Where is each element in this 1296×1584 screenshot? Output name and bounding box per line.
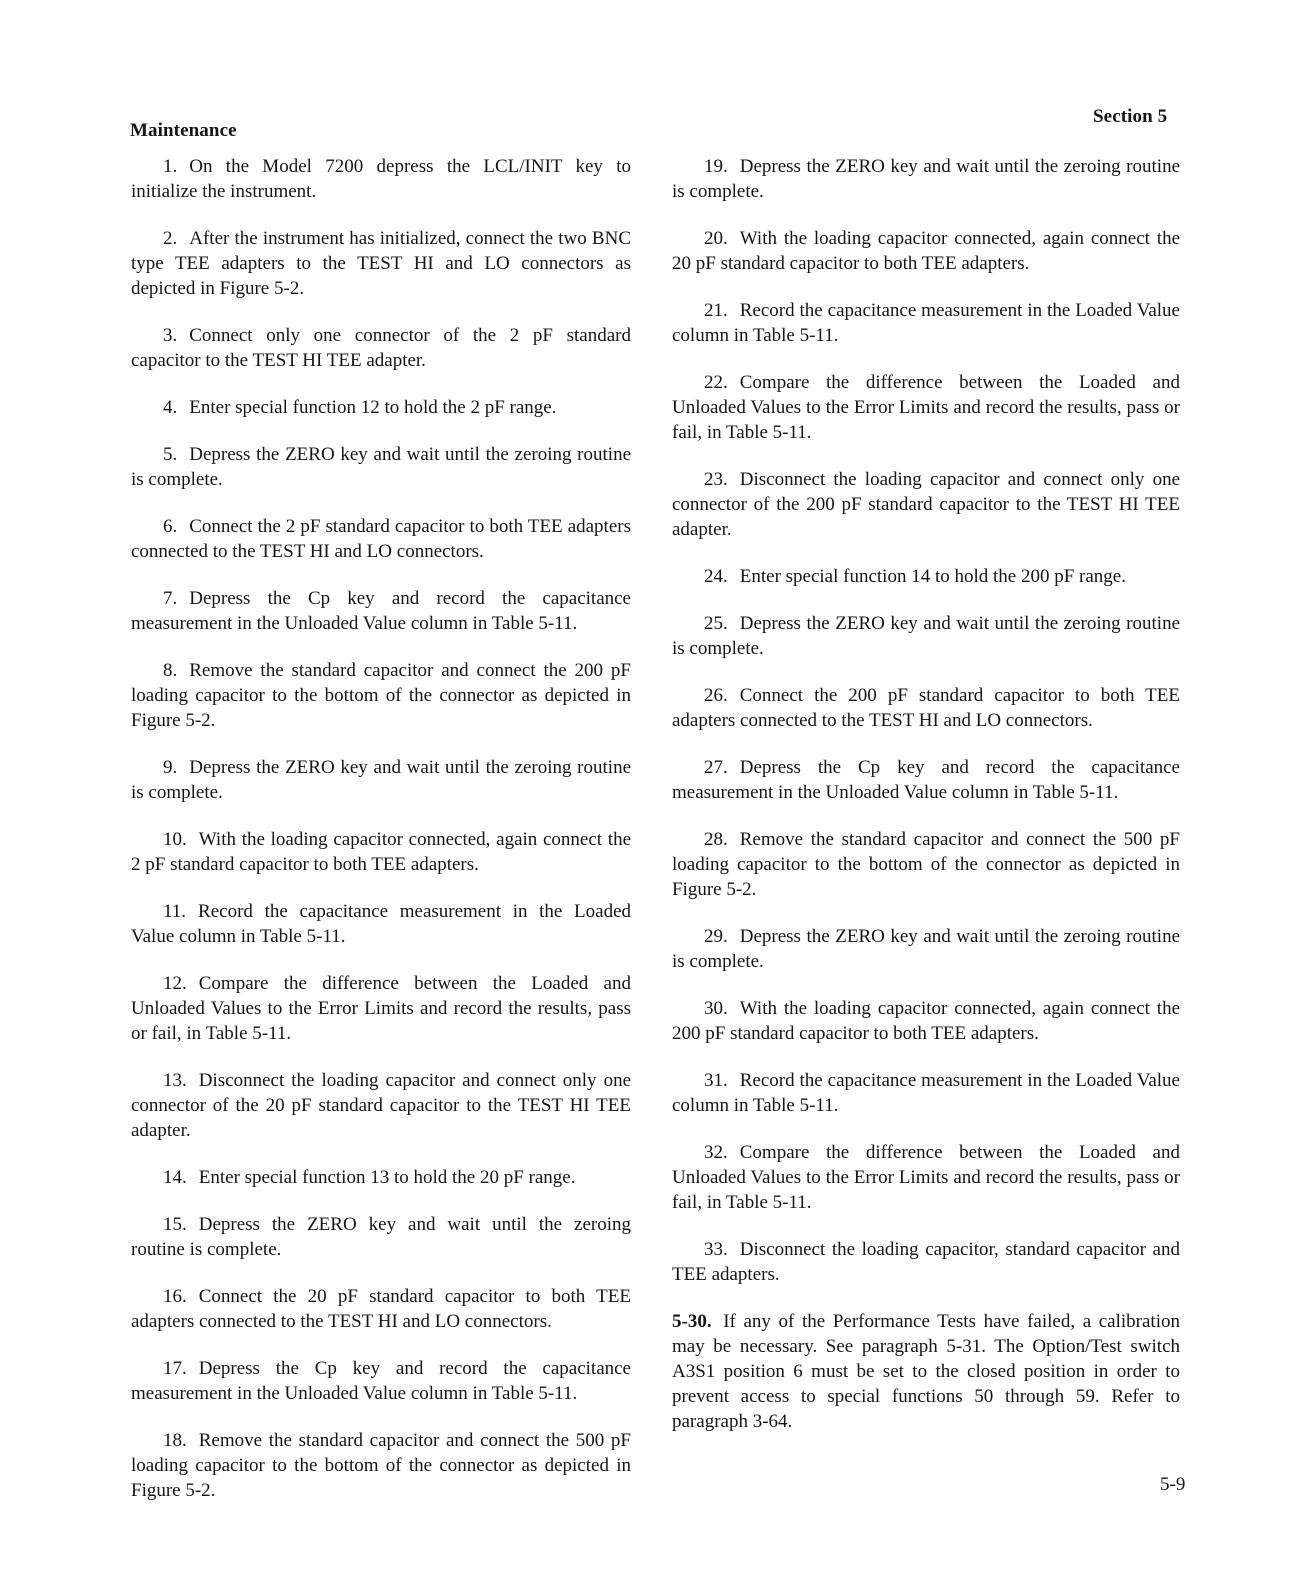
- step-number: 29.: [704, 926, 728, 947]
- step-number: 3.: [163, 325, 178, 346]
- left-column: [131, 154, 631, 1525]
- step-text: Record the capacitance measurement in the Loaded Value column in Table 5-11.: [672, 300, 1180, 346]
- procedure-step: [131, 323, 631, 373]
- procedure-step: [131, 971, 631, 1046]
- procedure-step: [131, 154, 631, 204]
- paragraph-number: 5-30.: [672, 1311, 712, 1332]
- procedure-step: [672, 924, 1180, 974]
- procedure-step: [672, 996, 1180, 1046]
- step-text: Compare the difference between the Loaded and Unloaded Values to the Error Limits and record the results, pass or fail, in Table 5-11.: [131, 973, 631, 1044]
- procedure-step: [672, 827, 1180, 902]
- right-column: [672, 154, 1180, 1434]
- step-text: On the Model 7200 depress the LCL/INIT key to initialize the instrument.: [131, 156, 631, 202]
- step-text: After the instrument has initialized, connect the two BNC type TEE adapters to the TEST HI and LO connectors as depicted in Figure 5-2.: [131, 228, 631, 299]
- procedure-step: [131, 1284, 631, 1334]
- step-number: 33.: [704, 1239, 728, 1260]
- step-number: 7.: [163, 588, 178, 609]
- step-text: With the loading capacitor connected, again connect the 20 pF standard capacitor to both TEE adapters.: [672, 228, 1180, 274]
- procedure-step: [131, 1068, 631, 1143]
- procedure-step: [131, 442, 631, 492]
- step-text: Compare the difference between the Loaded and Unloaded Values to the Error Limits and record the results, pass or fail, in Table 5-11.: [672, 1142, 1180, 1213]
- procedure-step: [672, 370, 1180, 445]
- procedure-step: [672, 1237, 1180, 1287]
- header-section-label: Section 5: [1093, 106, 1168, 127]
- procedure-step: [672, 564, 1180, 589]
- step-number: 6.: [163, 516, 178, 537]
- step-text: Remove the standard capacitor and connect the 500 pF loading capacitor to the bottom of the connector as depicted in Figure 5-2.: [131, 1430, 631, 1501]
- step-text: Connect the 200 pF standard capacitor to both TEE adapters connected to the TEST HI and LO connectors.: [672, 685, 1180, 731]
- procedure-step: [131, 514, 631, 564]
- step-number: 27.: [704, 757, 728, 778]
- step-text: Remove the standard capacitor and connect the 500 pF loading capacitor to the bottom of the connector as depicted in Figure 5-2.: [672, 829, 1180, 900]
- procedure-step: [672, 611, 1180, 661]
- step-number: 10.: [163, 829, 187, 850]
- paragraph-text: If any of the Performance Tests have failed, a calibration may be necessary. See paragraph 5-31. The Option/Test switch A3S1 position 6 must be set to the closed position in order to prevent access to special functions 50 through 59. Refer to paragraph 3-64.: [672, 1311, 1180, 1432]
- procedure-step: [131, 899, 631, 949]
- procedure-step: [131, 658, 631, 733]
- step-text: Enter special function 14 to hold the 200 pF range.: [739, 566, 1126, 587]
- step-number: 11.: [163, 901, 187, 922]
- step-number: 14.: [163, 1167, 187, 1188]
- step-text: Depress the ZERO key and wait until the zeroing routine is complete.: [131, 1214, 631, 1260]
- step-number: 18.: [163, 1430, 187, 1451]
- step-number: 2.: [163, 228, 178, 249]
- procedure-step: [131, 1356, 631, 1406]
- step-text: Compare the difference between the Loaded and Unloaded Values to the Error Limits and record the results, pass or fail, in Table 5-11.: [672, 372, 1180, 443]
- step-text: Depress the ZERO key and wait until the zeroing routine is complete.: [672, 926, 1180, 972]
- procedure-step: [672, 755, 1180, 805]
- step-text: Connect only one connector of the 2 pF standard capacitor to the TEST HI TEE adapter.: [131, 325, 631, 371]
- procedure-step: [131, 395, 631, 420]
- step-number: 26.: [704, 685, 728, 706]
- step-number: 19.: [704, 156, 728, 177]
- step-number: 22.: [704, 372, 728, 393]
- procedure-step: [131, 755, 631, 805]
- step-text: Disconnect the loading capacitor and connect only one connector of the 20 pF standard capacitor to the TEST HI TEE adapter.: [131, 1070, 631, 1141]
- step-number: 13.: [163, 1070, 187, 1091]
- step-text: With the loading capacitor connected, again connect the 200 pF standard capacitor to both TEE adapters.: [672, 998, 1180, 1044]
- step-number: 16.: [163, 1286, 187, 1307]
- step-number: 25.: [704, 613, 728, 634]
- step-text: Disconnect the loading capacitor, standard capacitor and TEE adapters.: [672, 1239, 1180, 1285]
- page-number: 5-9: [1160, 1474, 1186, 1495]
- step-text: Depress the ZERO key and wait until the zeroing routine is complete.: [131, 444, 631, 490]
- step-text: Depress the Cp key and record the capacitance measurement in the Unloaded Value column in Table 5-11.: [131, 588, 631, 634]
- step-number: 28.: [704, 829, 728, 850]
- paragraph-5-30: [672, 1309, 1180, 1434]
- procedure-step: [672, 683, 1180, 733]
- procedure-step: [131, 1165, 631, 1190]
- step-number: 1.: [163, 156, 178, 177]
- step-text: Disconnect the loading capacitor and connect only one connector of the 200 pF standard capacitor to the TEST HI TEE adapter.: [672, 469, 1180, 540]
- step-number: 24.: [704, 566, 728, 587]
- step-number: 5.: [163, 444, 178, 465]
- step-number: 23.: [704, 469, 728, 490]
- step-text: Enter special function 13 to hold the 20 pF range.: [198, 1167, 576, 1188]
- procedure-step: [131, 1212, 631, 1262]
- procedure-step: [672, 1068, 1180, 1118]
- step-number: 30.: [704, 998, 728, 1019]
- step-text: Depress the ZERO key and wait until the zeroing routine is complete.: [131, 757, 631, 803]
- procedure-step: [672, 298, 1180, 348]
- step-text: Record the capacitance measurement in the Loaded Value column in Table 5-11.: [672, 1070, 1180, 1116]
- step-text: Record the capacitance measurement in the Loaded Value column in Table 5-11.: [131, 901, 631, 947]
- step-number: 31.: [704, 1070, 728, 1091]
- step-number: 15.: [163, 1214, 187, 1235]
- step-number: 20.: [704, 228, 728, 249]
- step-text: Depress the ZERO key and wait until the zeroing routine is complete.: [672, 156, 1180, 202]
- step-number: 9.: [163, 757, 178, 778]
- procedure-step: [131, 226, 631, 301]
- header-left-title: Maintenance: [130, 120, 237, 141]
- step-number: 17.: [163, 1358, 187, 1379]
- procedure-step: [672, 1140, 1180, 1215]
- step-text: Depress the Cp key and record the capacitance measurement in the Unloaded Value column in Table 5-11.: [672, 757, 1180, 803]
- step-text: Connect the 20 pF standard capacitor to both TEE adapters connected to the TEST HI and LO connectors.: [131, 1286, 631, 1332]
- procedure-step: [131, 1428, 631, 1503]
- step-number: 21.: [704, 300, 728, 321]
- step-text: Enter special function 12 to hold the 2 pF range.: [189, 397, 557, 418]
- step-text: Connect the 2 pF standard capacitor to both TEE adapters connected to the TEST HI and LO connectors.: [131, 516, 631, 562]
- step-text: Depress the Cp key and record the capacitance measurement in the Unloaded Value column in Table 5-11.: [131, 1358, 631, 1404]
- procedure-step: [672, 154, 1180, 204]
- right-steps: [672, 154, 1180, 1287]
- procedure-step: [672, 467, 1180, 542]
- procedure-step: [131, 827, 631, 877]
- step-text: Depress the ZERO key and wait until the zeroing routine is complete.: [672, 613, 1180, 659]
- step-number: 4.: [163, 397, 178, 418]
- step-text: Remove the standard capacitor and connect the 200 pF loading capacitor to the bottom of the connector as depicted in Figure 5-2.: [131, 660, 631, 731]
- step-number: 12.: [163, 973, 187, 994]
- procedure-step: [672, 226, 1180, 276]
- step-number: 8.: [163, 660, 178, 681]
- step-number: 32.: [704, 1142, 728, 1163]
- procedure-step: [131, 586, 631, 636]
- step-text: With the loading capacitor connected, again connect the 2 pF standard capacitor to both TEE adapters.: [131, 829, 631, 875]
